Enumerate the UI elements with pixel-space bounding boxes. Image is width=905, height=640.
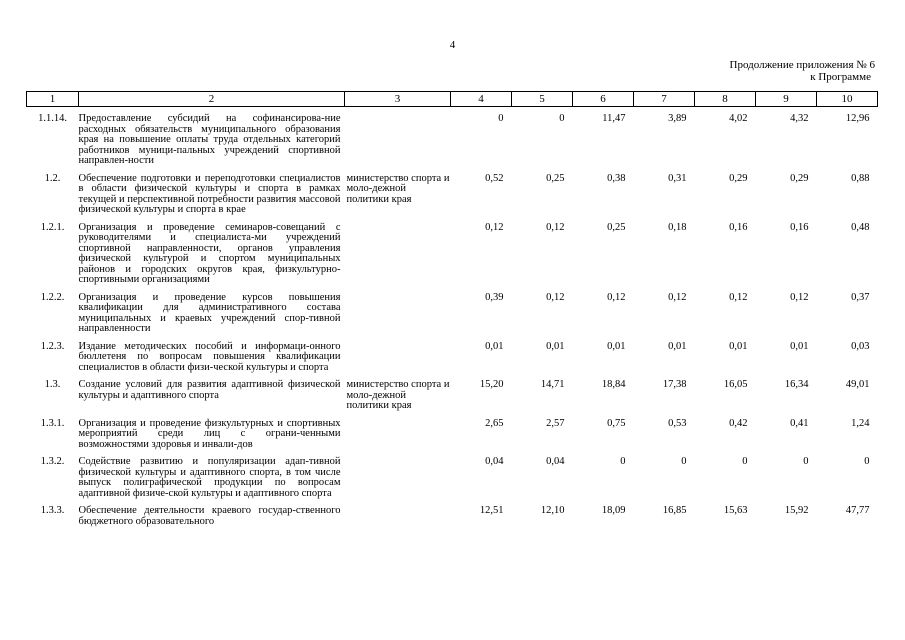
row-value-col-10: 0,88 (851, 172, 870, 184)
row-value-col-6: 0,12 (607, 291, 626, 303)
row-value-col-6: 11,47 (602, 113, 626, 124)
table-row (27, 223, 878, 286)
continuation-line-2: к Программе (810, 71, 871, 83)
row-value-col-4: 0,04 (485, 456, 504, 467)
header-col-10: 10 (817, 92, 878, 107)
row-value-col-5: 0,04 (546, 456, 565, 467)
row-value-col-5: 0 (559, 113, 565, 124)
appendix-continuation-note (675, 59, 875, 83)
table-row (27, 419, 878, 451)
program-table (26, 91, 878, 527)
row-value-col-5: 14,71 (540, 379, 565, 390)
table-row (27, 114, 878, 167)
row-number: 1.2.1. (40, 221, 65, 233)
row-value-col-4: 12,51 (479, 505, 504, 516)
row-value-col-10: 0 (864, 456, 870, 467)
header-col-1: 1 (27, 92, 79, 107)
row-description: Обеспечение подготовки и переподготовки специалистов в области физической культуры и спорта в рамках текущей и перспективной потребности развития массовой физической культуры и спорта в крае (78, 172, 341, 215)
row-value-col-7: 17,38 (662, 379, 687, 390)
row-value-col-9: 0,16 (790, 221, 809, 233)
row-value-col-5: 12,10 (540, 505, 565, 516)
row-value-col-6: 0,38 (607, 172, 626, 184)
row-executor: министерство спорта и моло-дежной политики края (346, 379, 450, 411)
row-value-col-9: 0,12 (790, 291, 809, 303)
row-value-col-7: 0,12 (668, 291, 687, 303)
row-value-col-9: 0,41 (790, 417, 809, 429)
row-executor (345, 506, 451, 527)
header-col-7: 7 (634, 92, 695, 107)
row-value-col-5: 2,57 (546, 417, 565, 429)
row-value-col-8: 0,12 (729, 291, 748, 303)
row-value-col-5: 0,01 (546, 340, 565, 352)
page-number: 4 (449, 39, 456, 51)
table-row (27, 342, 878, 374)
header-col-5: 5 (512, 92, 573, 107)
row-value-col-4: 2,65 (485, 417, 504, 429)
row-description: Организация и проведение курсов повышения квалификации для административного состава муниципальных и краевых учреждений спор-тивной направленности (78, 291, 341, 334)
row-value-col-5: 0,12 (546, 291, 565, 303)
row-number: 1.2. (44, 172, 61, 184)
row-executor (345, 293, 451, 335)
row-value-col-7: 16,85 (662, 505, 687, 516)
row-number: 1.1.14. (38, 113, 67, 124)
row-description: Организация и проведение физкультурных и спортивных мероприятий среди лиц с ограни-ченными возможностями здоровья и инвали-дов (78, 417, 341, 450)
row-value-col-10: 0,37 (851, 291, 870, 303)
row-value-col-4: 0,39 (485, 291, 504, 303)
table-row (27, 506, 878, 527)
table-body (27, 107, 878, 528)
continuation-line-1: Продолжение приложения № 6 (729, 59, 875, 71)
row-number: 1.2.3. (40, 340, 65, 352)
row-value-col-9: 0,29 (790, 172, 809, 184)
row-value-col-4: 15,20 (479, 379, 504, 390)
row-value-col-6: 0,75 (607, 417, 626, 429)
table-row (27, 457, 878, 499)
row-executor (345, 342, 451, 374)
row-value-col-7: 0,18 (668, 221, 687, 233)
table-row (27, 293, 878, 335)
row-number: 1.2.2. (40, 291, 65, 303)
row-value-col-9: 0,01 (790, 340, 809, 352)
row-value-col-10: 49,01 (845, 379, 870, 390)
row-executor (345, 223, 451, 286)
row-executor (345, 457, 451, 499)
row-value-col-6: 0,01 (607, 340, 626, 352)
row-value-col-8: 0,29 (729, 172, 748, 184)
row-value-col-5: 0,25 (546, 172, 565, 184)
row-value-col-10: 0,48 (851, 221, 870, 233)
row-number: 1.3.2. (40, 456, 65, 467)
row-value-col-8: 0 (742, 456, 748, 467)
row-value-col-4: 0,52 (485, 172, 504, 184)
row-value-col-10: 0,03 (851, 340, 870, 352)
row-value-col-6: 0,25 (607, 221, 626, 233)
header-col-3: 3 (345, 92, 451, 107)
row-value-col-9: 0 (803, 456, 809, 467)
row-value-col-5: 0,12 (546, 221, 565, 233)
row-value-col-10: 12,96 (845, 113, 870, 124)
row-value-col-7: 0,53 (668, 417, 687, 429)
row-description: Создание условий для развития адаптивной физической культуры и адаптивного спорта (78, 379, 341, 401)
row-value-col-8: 15,63 (723, 505, 748, 516)
row-value-col-6: 0 (620, 456, 626, 467)
row-value-col-7: 0,01 (668, 340, 687, 352)
header-col-2: 2 (79, 92, 345, 107)
row-description: Обеспечение деятельности краевого государ-ственного бюджетного образовательного (78, 505, 341, 527)
row-executor: министерство спорта и моло-дежной политики края (346, 172, 450, 205)
row-value-col-4: 0 (498, 113, 504, 124)
table-header-row (27, 92, 878, 107)
row-value-col-6: 18,09 (601, 505, 626, 516)
header-col-8: 8 (695, 92, 756, 107)
row-value-col-7: 0 (681, 456, 687, 467)
row-executor (345, 419, 451, 451)
row-value-col-9: 4,32 (790, 113, 809, 124)
row-value-col-6: 18,84 (601, 379, 626, 390)
row-value-col-8: 0,42 (729, 417, 748, 429)
row-number: 1.3.3. (40, 505, 65, 516)
row-description: Содействие развитию и популяризации адап-тивной физической культуры и адаптивного спорта, в том числе выпуск полиграфической продукции по вопросам адаптивной физиче-ской культуры и адаптивного спорта (78, 456, 341, 499)
header-col-4: 4 (451, 92, 512, 107)
row-description: Издание методических пособий и информаци-онного бюллетеня по вопросам повышения квалификации специалистов в области физи-ческой культуры и спорта (78, 340, 341, 373)
row-value-col-7: 0,31 (668, 172, 687, 184)
row-value-col-8: 0,16 (729, 221, 748, 233)
table-row (27, 380, 878, 412)
row-value-col-8: 16,05 (723, 379, 748, 390)
row-value-col-8: 0,01 (729, 340, 748, 352)
row-executor (345, 114, 451, 167)
row-description: Предоставление субсидий на софинансирова-ние расходных обязательств муниципального образования края на повышение оплаты труда отдельных категорий работников муници-пальных учреждений спортивной направлен-ности (78, 113, 341, 166)
header-col-9: 9 (756, 92, 817, 107)
row-description: Организация и проведение семинаров-совещаний с руководителями и специалиста-ми учреждений спортивной направленности, органов управления физической культурой и спортом муниципальных районов и городских округов края, физкультурно-спортивными организациями (78, 221, 341, 285)
table-row (27, 174, 878, 216)
row-value-col-9: 15,92 (784, 505, 809, 516)
header-col-6: 6 (573, 92, 634, 107)
row-value-col-9: 16,34 (784, 379, 809, 390)
row-number: 1.3. (44, 379, 61, 390)
row-value-col-8: 4,02 (729, 113, 748, 124)
row-value-col-7: 3,89 (668, 113, 687, 124)
row-number: 1.3.1. (40, 417, 65, 429)
row-value-col-4: 0,12 (485, 221, 504, 233)
row-value-col-4: 0,01 (485, 340, 504, 352)
row-value-col-10: 47,77 (845, 505, 870, 516)
row-value-col-10: 1,24 (851, 417, 870, 429)
